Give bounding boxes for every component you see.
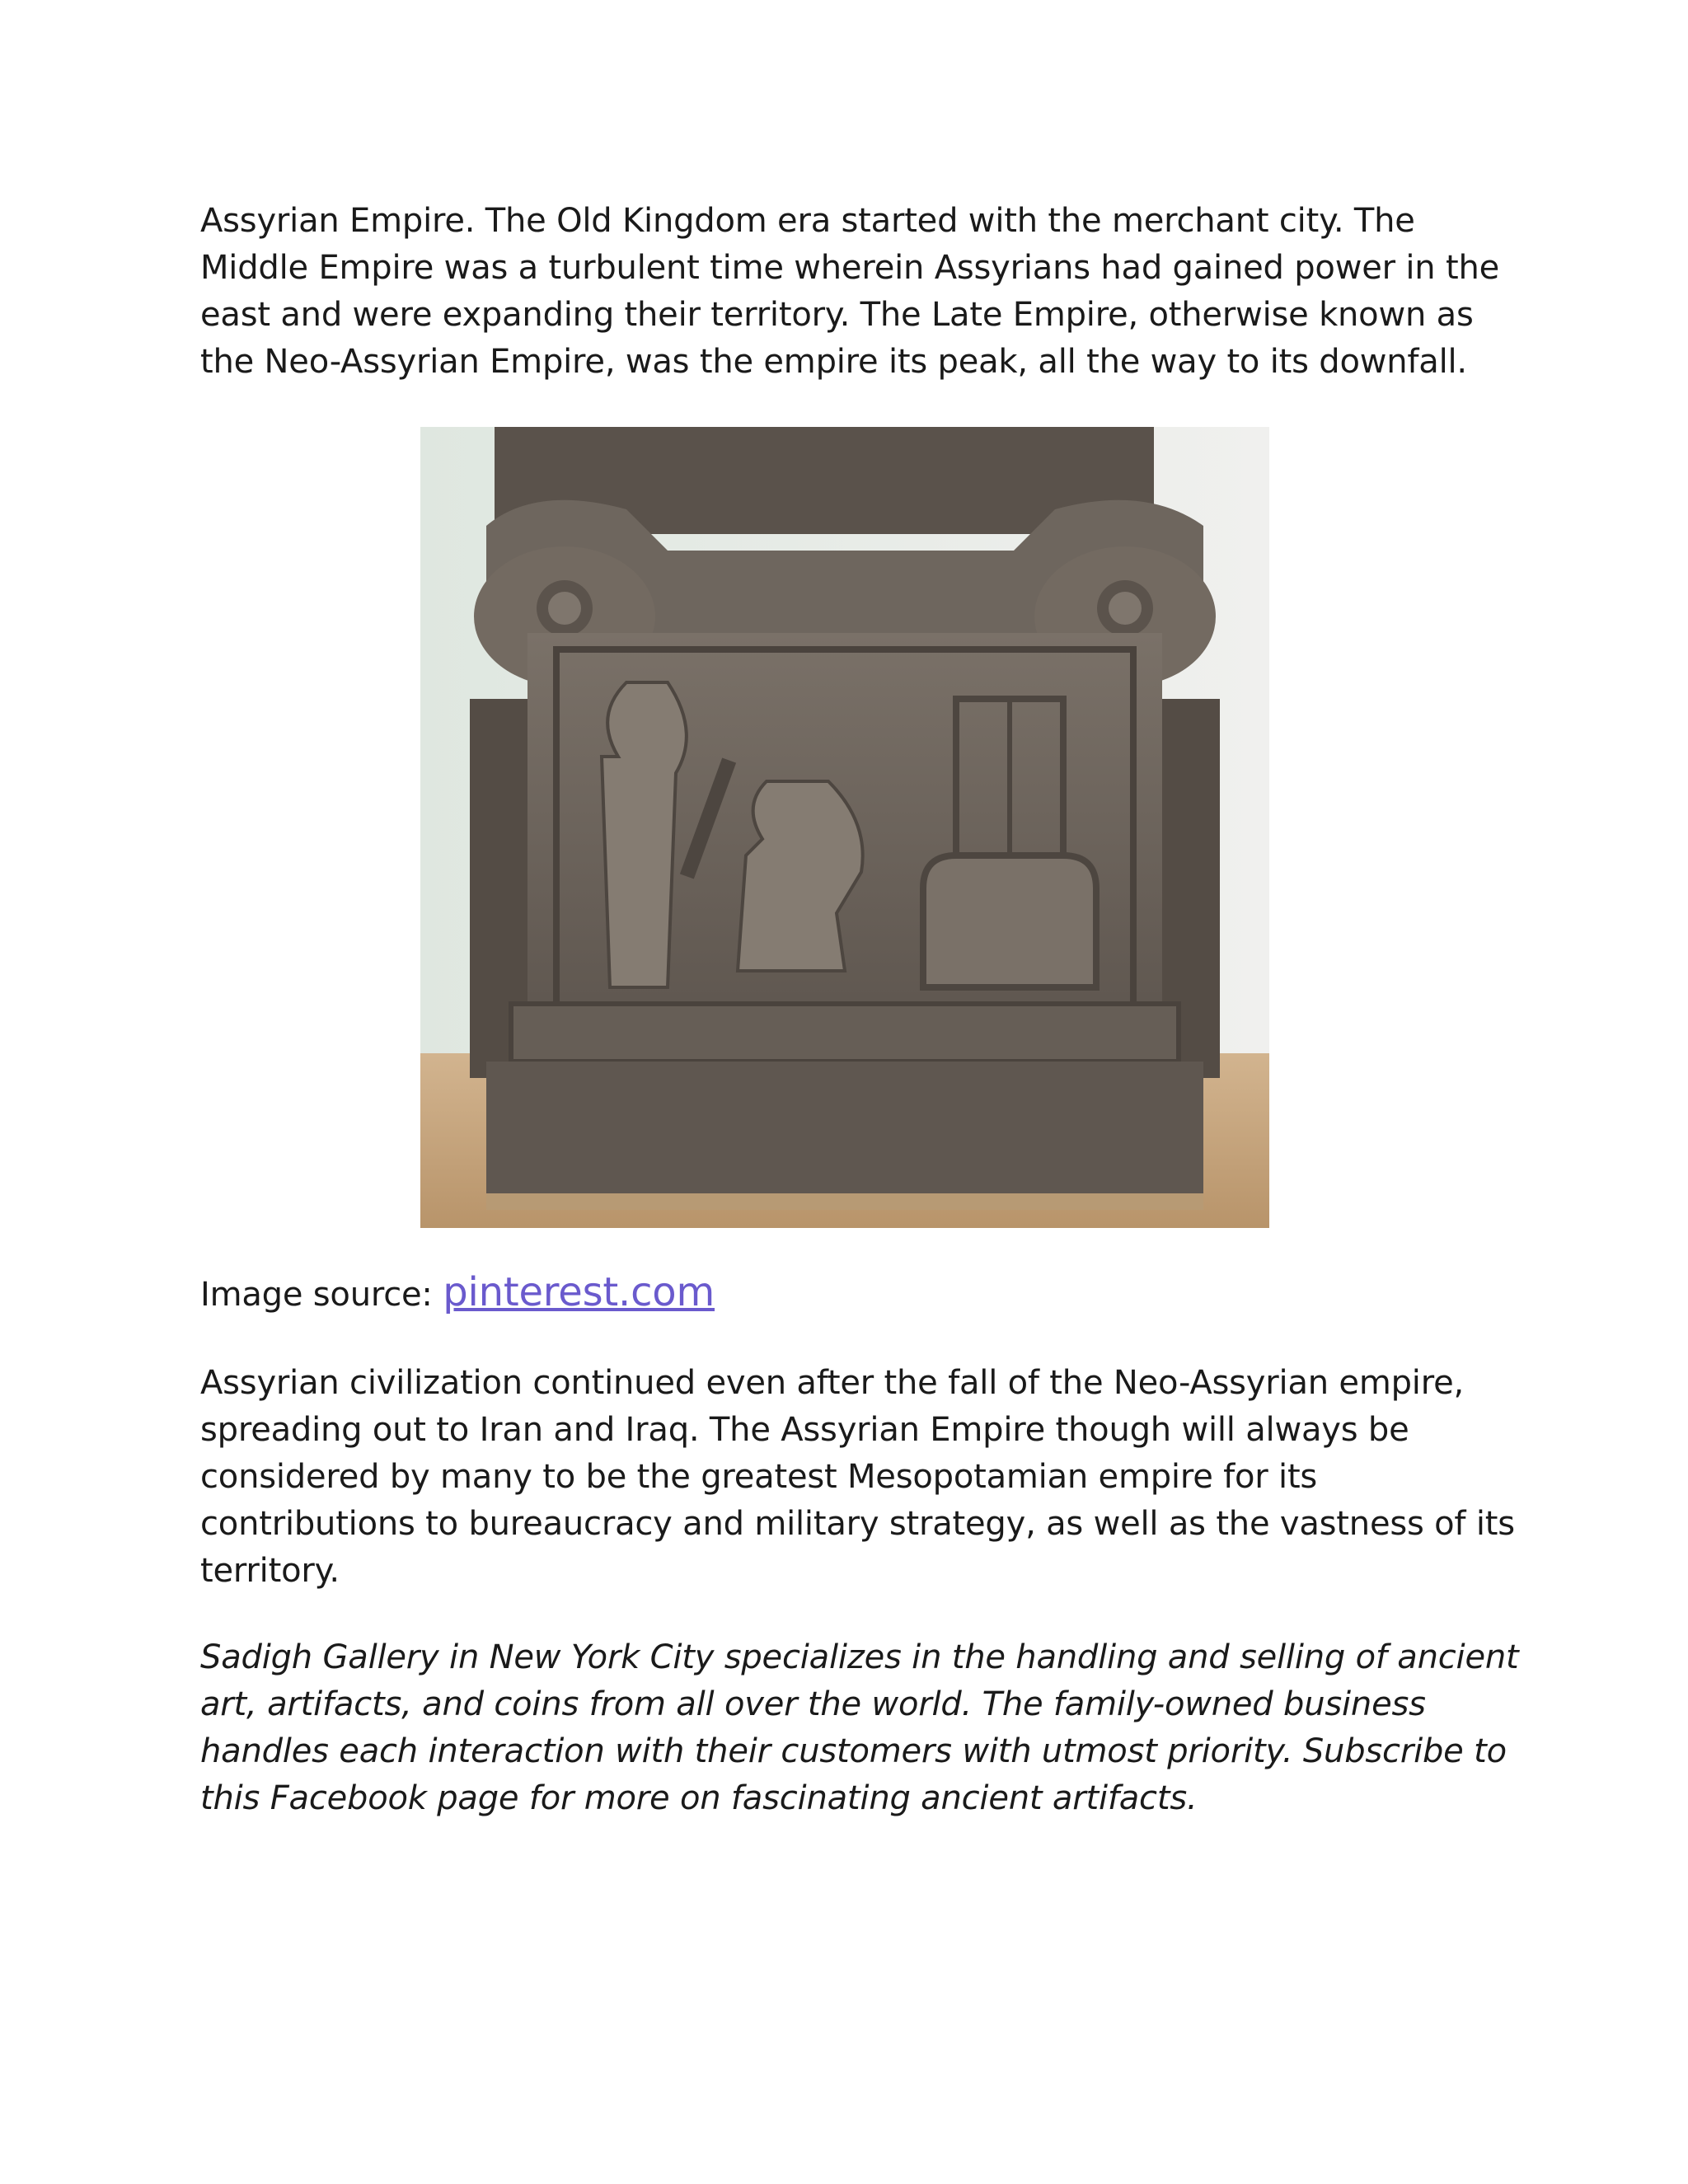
pinterest-link[interactable]: pinterest.com — [443, 1269, 715, 1315]
text-line: Middle Empire was a turbulent time wherein Assyrians had gained power in the — [200, 249, 1500, 287]
text-line: Assyrian Empire. The Old Kingdom era started with the merchant city. The — [200, 202, 1415, 240]
paragraph-assyrian-eras — [200, 198, 1519, 386]
image-source-line — [200, 1269, 1519, 1319]
text-line: considered by many to be the greatest Mesopotamian empire for its — [200, 1458, 1318, 1496]
text-line: art, artifacts, and coins from all over the world. The family-owned business — [200, 1685, 1426, 1723]
text-line: handles each interaction with their customers with utmost priority. Subscribe to — [200, 1732, 1507, 1770]
text-line: the Neo-Assyrian Empire, was the empire its peak, all the way to its downfall. — [200, 343, 1467, 381]
text-line: Assyrian civilization continued even after the fall of the Neo-Assyrian empire, — [200, 1364, 1464, 1402]
text-line: east and were expanding their territory. The Late Empire, otherwise known as — [200, 296, 1474, 334]
text-line: this Facebook page for more on fascinating ancient artifacts. — [200, 1779, 1198, 1817]
text-line: spreading out to Iran and Iraq. The Assyrian Empire though will always be — [200, 1411, 1409, 1449]
text-line: contributions to bureaucracy and military strategy, as well as the vastness of its — [200, 1505, 1515, 1543]
image-source-label: Image source: — [200, 1276, 433, 1314]
paragraph-assyrian-legacy — [200, 1360, 1519, 1595]
paragraph-sadigh-gallery — [200, 1634, 1519, 1822]
altar-illustration — [420, 427, 1269, 1228]
stone-altar-relief-image — [420, 427, 1269, 1228]
text-line: territory. — [200, 1552, 340, 1590]
text-line: Sadigh Gallery in New York City specializes in the handling and selling of ancient — [200, 1638, 1519, 1676]
